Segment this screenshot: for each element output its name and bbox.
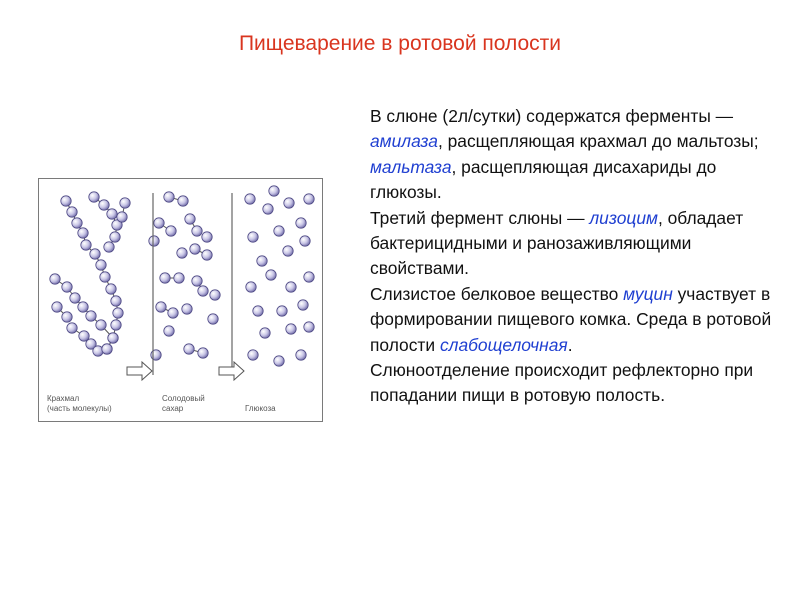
- starch-branch-molecule: [102, 344, 112, 354]
- label-malt-2: сахар: [162, 404, 184, 413]
- maltose-molecule: [198, 348, 208, 358]
- starch-chain-molecule: [72, 218, 82, 228]
- term-maltase: мальтаза: [370, 156, 452, 177]
- maltose-molecule: [151, 350, 161, 360]
- starch-branch-molecule: [50, 274, 60, 284]
- maltose-molecule: [166, 226, 176, 236]
- glucose-molecule: [274, 356, 284, 366]
- glucose-molecule: [274, 226, 284, 236]
- paragraph-enzymes: В слюне (2л/сутки) содержатся ферменты — амилаза, расщепляющая крахмал до мальтозы; мальтаза, расщепляющая дисахариды до глюкозы.: [370, 106, 759, 203]
- starch-branch-molecule: [62, 282, 72, 292]
- maltose-molecule: [198, 286, 208, 296]
- paragraph-mucin: Слизистое белковое вещество муцин участвует в формировании пищевого комка. Среда в ротовой полости слабощелочная.: [370, 283, 772, 355]
- maltose-molecule: [154, 218, 164, 228]
- starch-branch-molecule: [78, 302, 88, 312]
- starch-chain-molecule: [100, 272, 110, 282]
- starch-branch-molecule: [107, 209, 117, 219]
- term-amylase: амилаза: [370, 131, 438, 152]
- starch-chain-molecule: [90, 249, 100, 259]
- maltose-molecule: [192, 226, 202, 236]
- starch-branch-molecule: [104, 242, 114, 252]
- maltose-molecule: [208, 314, 218, 324]
- glucose-molecule: [248, 232, 258, 242]
- glucose-molecule: [286, 324, 296, 334]
- slide-title: Пищеварение в ротовой полости: [238, 32, 562, 55]
- maltose-molecule: [177, 248, 187, 258]
- glucose-molecule: [246, 282, 256, 292]
- maltose-molecule: [202, 232, 212, 242]
- starch-digestion-figure: [38, 178, 323, 422]
- glucose-molecule: [296, 218, 306, 228]
- starch-chain-molecule: [81, 240, 91, 250]
- paragraph-lysozyme: Третий фермент слюны — лизоцим, обладает бактерицидными и ранозаживляющими свойствами.: [370, 207, 744, 279]
- starch-branch-molecule: [110, 232, 120, 242]
- label-malt-1: Солодовый: [162, 394, 205, 403]
- glucose-molecule: [269, 186, 279, 196]
- glucose-molecule: [283, 246, 293, 256]
- glucose-molecule: [245, 194, 255, 204]
- glucose-molecule: [298, 300, 308, 310]
- starch-chain-molecule: [111, 320, 121, 330]
- maltose-molecule: [160, 273, 170, 283]
- term-mucin: муцин: [623, 283, 673, 304]
- starch-chain-molecule: [106, 284, 116, 294]
- starch-branch-molecule: [89, 192, 99, 202]
- arrow-icon-1: [127, 362, 152, 380]
- maltose-molecule: [184, 344, 194, 354]
- starch-chain-molecule: [111, 296, 121, 306]
- maltose-molecule: [192, 276, 202, 286]
- starch-branch-molecule: [93, 346, 103, 356]
- glucose-molecule: [277, 306, 287, 316]
- maltose-molecule: [185, 214, 195, 224]
- maltose-molecule: [164, 192, 174, 202]
- maltose-molecule: [210, 290, 220, 300]
- glucose-molecule: [304, 194, 314, 204]
- label-starch-1: Крахмал: [47, 394, 80, 403]
- term-alkaline: слабощелочная: [439, 334, 568, 355]
- maltose-molecule: [202, 250, 212, 260]
- glucose-molecule: [300, 236, 310, 246]
- starch-branch-molecule: [70, 293, 80, 303]
- maltose-molecule: [149, 236, 159, 246]
- glucose-molecule: [248, 350, 258, 360]
- starch-chain-molecule: [61, 196, 71, 206]
- maltose-molecule: [178, 196, 188, 206]
- starch-chain-molecule: [113, 308, 123, 318]
- maltose-molecule: [182, 304, 192, 314]
- starch-chain-molecule: [78, 228, 88, 238]
- glucose-molecule: [286, 282, 296, 292]
- starch-branch-molecule: [108, 333, 118, 343]
- starch-branch-molecule: [62, 312, 72, 322]
- starch-branch-molecule: [96, 320, 106, 330]
- glucose-molecule: [284, 198, 294, 208]
- glucose-molecule: [253, 306, 263, 316]
- term-lysozyme: лизоцим: [589, 207, 658, 228]
- glucose-molecule: [304, 272, 314, 282]
- glucose-molecule: [257, 256, 267, 266]
- starch-branch-molecule: [52, 302, 62, 312]
- paragraph-salivation: Слюноотделение происходит рефлекторно при попадании пищи в ротовую полость.: [370, 360, 754, 406]
- slide-body: [370, 104, 780, 409]
- label-starch-2: (часть молекулы): [47, 404, 112, 413]
- starch-branch-molecule: [86, 311, 96, 321]
- maltose-molecule: [156, 302, 166, 312]
- starch-branch-molecule: [99, 200, 109, 210]
- starch-branch-molecule: [67, 323, 77, 333]
- glucose-molecule: [266, 270, 276, 280]
- starch-branch-molecule: [120, 198, 130, 208]
- maltose-molecule: [164, 326, 174, 336]
- glucose-molecule: [304, 322, 314, 332]
- glucose-molecule: [260, 328, 270, 338]
- starch-branch-molecule: [117, 212, 127, 222]
- glucose-molecule: [263, 204, 273, 214]
- figure-canvas: [39, 179, 322, 421]
- glucose-molecule: [296, 350, 306, 360]
- maltose-molecule: [168, 308, 178, 318]
- starch-chain-molecule: [67, 207, 77, 217]
- label-glucose: Глюкоза: [245, 404, 276, 413]
- starch-chain-molecule: [96, 260, 106, 270]
- maltose-molecule: [190, 244, 200, 254]
- maltose-molecule: [174, 273, 184, 283]
